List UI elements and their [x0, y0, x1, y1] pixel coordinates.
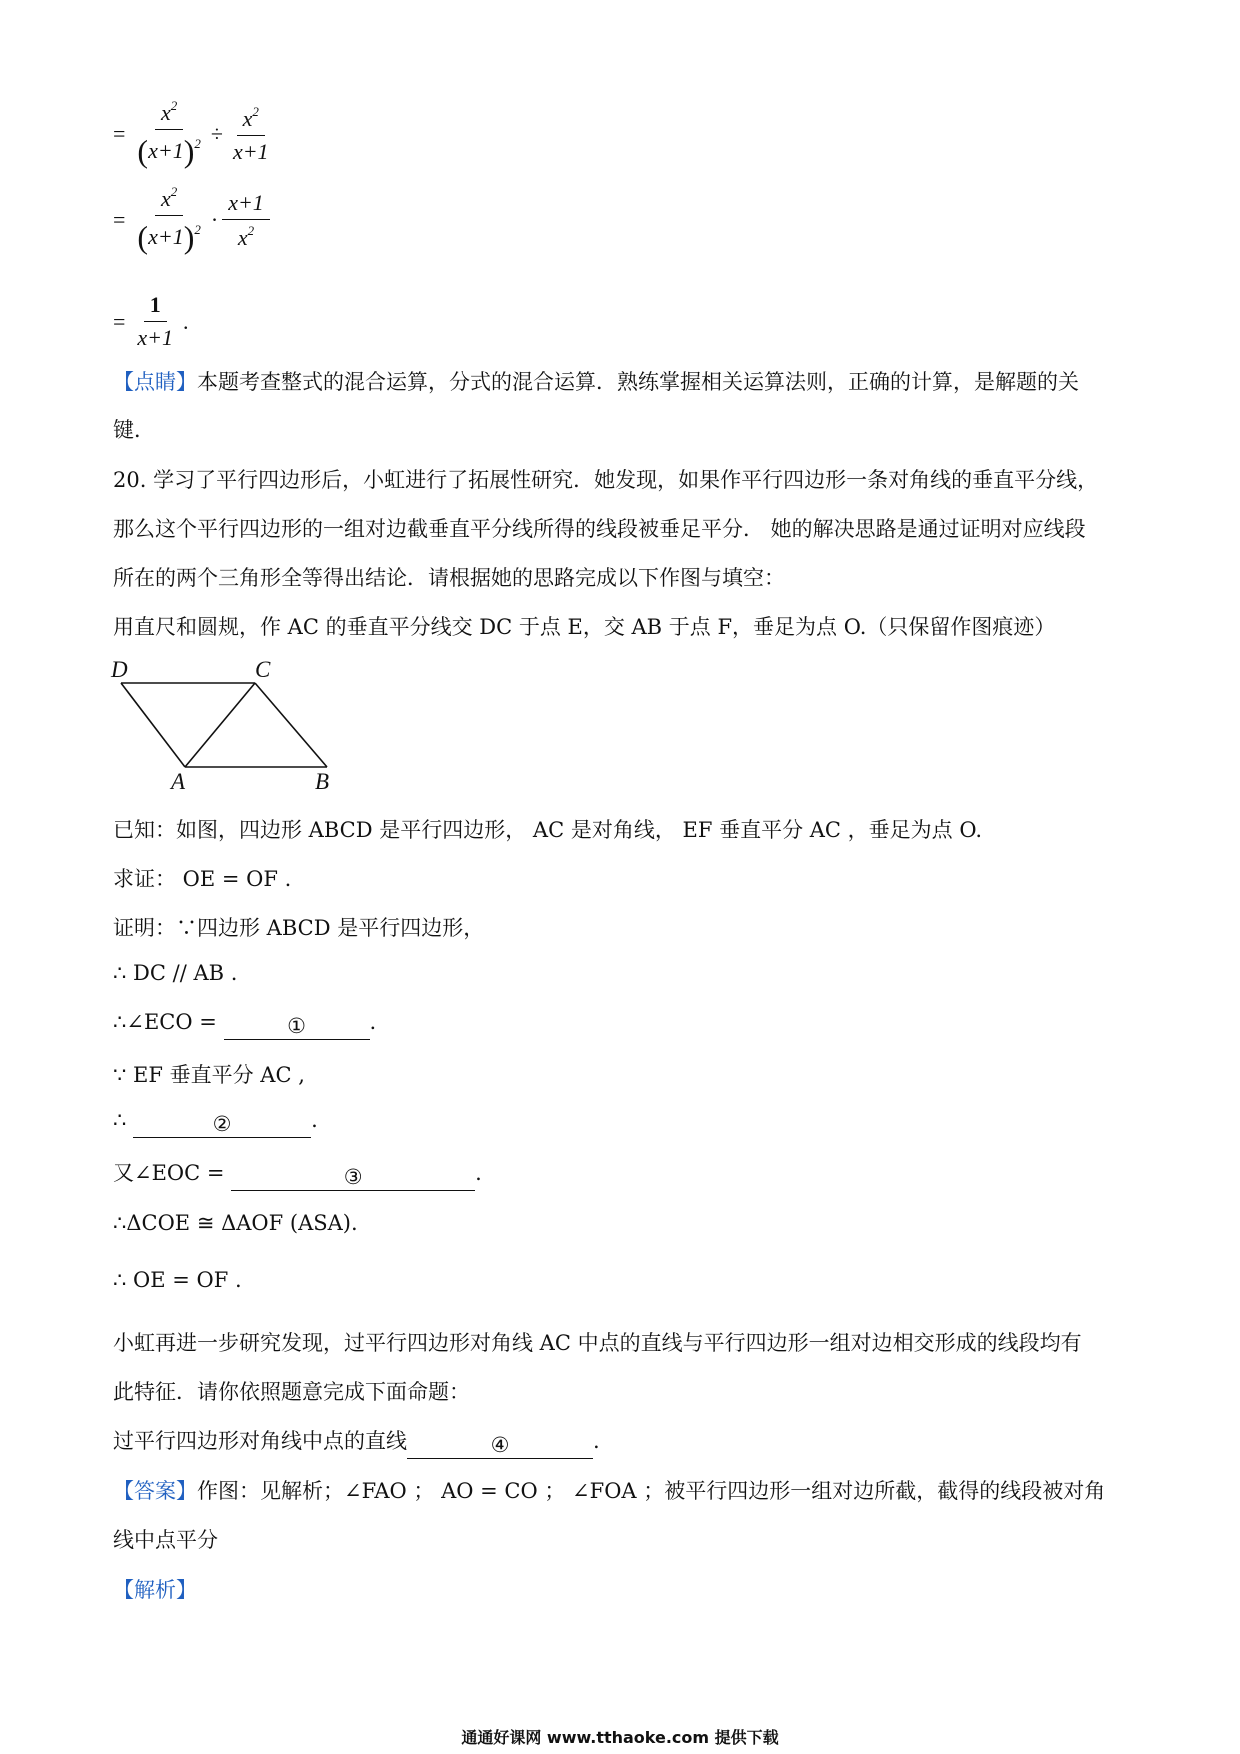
proof-step-7: ∴ΔCOE ≅ ΔAOF (ASA). — [113, 1211, 358, 1235]
answer-line-1: 【答案】作图：见解析；∠FAO ； AO = CO ； ∠FOA ；被平行四边形一组对边所截，截得的线段被对角 — [113, 1479, 1106, 1503]
equation-step-3 — [113, 292, 189, 351]
page-footer: 通通好课网 www.tthaoke.com 提供下载 — [461, 1728, 779, 1747]
label-d: D — [111, 657, 128, 682]
problem-line-3: 所在的两个三角形全等得出结论．请根据她的思路完成以下作图与填空： — [113, 566, 785, 590]
proof-known: 已知：如图，四边形 ABCD 是平行四边形， AC 是对角线， EF 垂直平分 AC ，垂足为点 O. — [113, 818, 982, 842]
comment-tag: 【点睛】 — [113, 370, 197, 394]
label-a: A — [171, 769, 186, 794]
multiply-dot-operator: · — [210, 207, 219, 232]
proof-step-8: ∴ OE = OF . — [113, 1268, 242, 1292]
fraction: $\frac{1}{x+1}$ — [137, 292, 174, 350]
analysis-tag: 【解析】 — [113, 1578, 197, 1602]
diagonal-ac — [185, 683, 255, 767]
equals-sign: = — [113, 121, 126, 146]
problem-line-4: 用直尺和圆规，作 AC 的垂直平分线交 DC 于点 E，交 AB 于点 F，垂足为点 O.（只保留作图痕迹） — [113, 615, 1056, 639]
proof-step-3: ∴∠ECO = ① . — [113, 1010, 377, 1038]
label-b: B — [315, 769, 330, 794]
parallelogram-figure — [105, 655, 350, 795]
blank-2[interactable]: ② — [133, 1113, 311, 1138]
proof-step-1: 证明：∵四边形 ABCD 是平行四边形， — [113, 916, 485, 940]
comment-line-2: 键． — [113, 418, 155, 442]
blank-4[interactable]: ④ — [407, 1434, 593, 1459]
proof-step-6: 又∠EOC = ③ . — [113, 1161, 482, 1189]
extension-line-3: 过平行四边形对角线中点的直线 ④ . — [113, 1429, 600, 1457]
period: . — [183, 308, 189, 334]
fraction: $\frac{x^2}{(x+1)^2}$ — [137, 184, 201, 255]
problem-line-2: 那么这个平行四边形的一组对边截垂直平分线所得的线段被垂足平分． 她的解决思路是通过证明对应线段 — [113, 517, 1086, 541]
proof-step-4: ∵ EF 垂直平分 AC , — [113, 1063, 305, 1087]
answer-tag: 【答案】 — [113, 1479, 197, 1503]
fraction: $\frac{x+1}{x^2}$ — [222, 190, 270, 251]
extension-line-1: 小虹再进一步研究发现，过平行四边形对角线 AC 中点的直线与平行四边形一组对边相交形成的线段均有 — [113, 1331, 1082, 1355]
fraction: $\frac{x^2}{x+1}$ — [232, 103, 269, 164]
equals-sign: = — [113, 207, 126, 232]
side-cb — [255, 683, 327, 767]
equation-step-1 — [113, 98, 279, 170]
answer-line-2: 线中点平分 — [113, 1528, 218, 1552]
fraction: $\frac{x^2}{(x+1)^2}$ — [137, 98, 201, 169]
blank-3[interactable]: ③ — [231, 1166, 475, 1191]
extension-line-2: 此特征．请你依照题意完成下面命题： — [113, 1380, 470, 1404]
divide-operator: ÷ — [210, 121, 223, 146]
side-da — [121, 683, 185, 767]
proof-step-5: ∴ ② . — [113, 1108, 318, 1136]
problem-line-1: 20. 学习了平行四边形后，小虹进行了拓展性研究．她发现，如果作平行四边形一条对角线的垂直平分线， — [113, 468, 1099, 492]
proof-to-prove: 求证： OE = OF . — [113, 867, 292, 891]
proof-step-2: ∴ DC // AB . — [113, 961, 238, 985]
comment-line-1: 【点睛】本题考查整式的混合运算，分式的混合运算．熟练掌握相关运算法则，正确的计算，是解题的关 — [113, 370, 1079, 394]
equation-step-2 — [113, 184, 274, 256]
equals-sign: = — [113, 308, 126, 334]
label-c: C — [255, 657, 271, 682]
blank-1[interactable]: ① — [224, 1015, 370, 1040]
